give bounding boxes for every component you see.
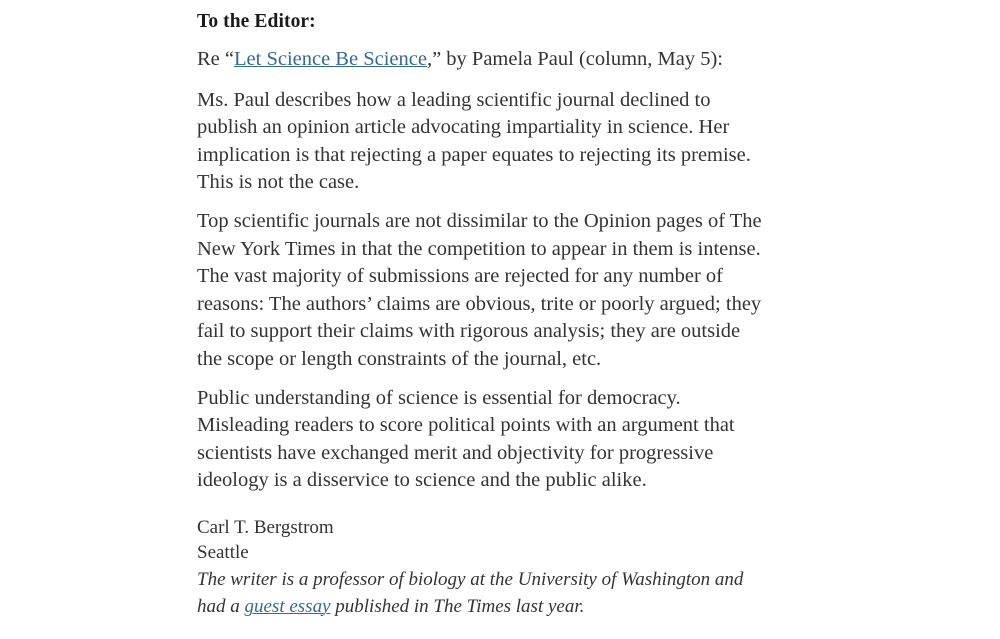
- salutation-heading: To the Editor:: [197, 11, 316, 32]
- author-location: Seattle: [197, 542, 249, 564]
- signature-block: [197, 515, 763, 620]
- body-paragraph-3: Public understanding of science is essential for democracy. Misleading readers to score political points with an argument that scientists have exchanged merit and objectivity for progressive ideology is a disservice to science and the public alike.: [197, 386, 735, 492]
- body-paragraph-1: Ms. Paul describes how a leading scientific journal declined to publish an opinion article advocating impartiality in science. Her implication is that rejecting a paper equates to rejecting its premise. This is not the case.: [197, 88, 751, 194]
- author-name: Carl T. Bergstrom: [197, 516, 334, 538]
- letter-to-the-editor: [197, 0, 763, 620]
- bio-note-prefix: The writer is a professor of biology at the University of Washington and had a: [197, 568, 744, 617]
- reference-suffix: ,” by Pamela Paul (column, May 5):: [426, 48, 724, 70]
- bio-note-suffix: published in The Times last year.: [330, 595, 585, 617]
- author-bio-note: [197, 566, 763, 620]
- column-link[interactable]: Let Science Be Science: [234, 48, 427, 70]
- reference-line: [197, 46, 763, 74]
- guest-essay-link[interactable]: guest essay: [244, 595, 331, 617]
- reference-prefix: Re “: [197, 48, 234, 70]
- body-paragraph-2: Top scientific journals are not dissimilar to the Opinion pages of The New York Times in that the competition to appear in them is intense. The vast majority of submissions are rejected for any number of reasons: The authors’ claims are obvious, trite or poorly argued; they fail to support their claims with rigorous analysis; they are outside the scope or length constraints of the journal, etc.: [197, 209, 762, 370]
